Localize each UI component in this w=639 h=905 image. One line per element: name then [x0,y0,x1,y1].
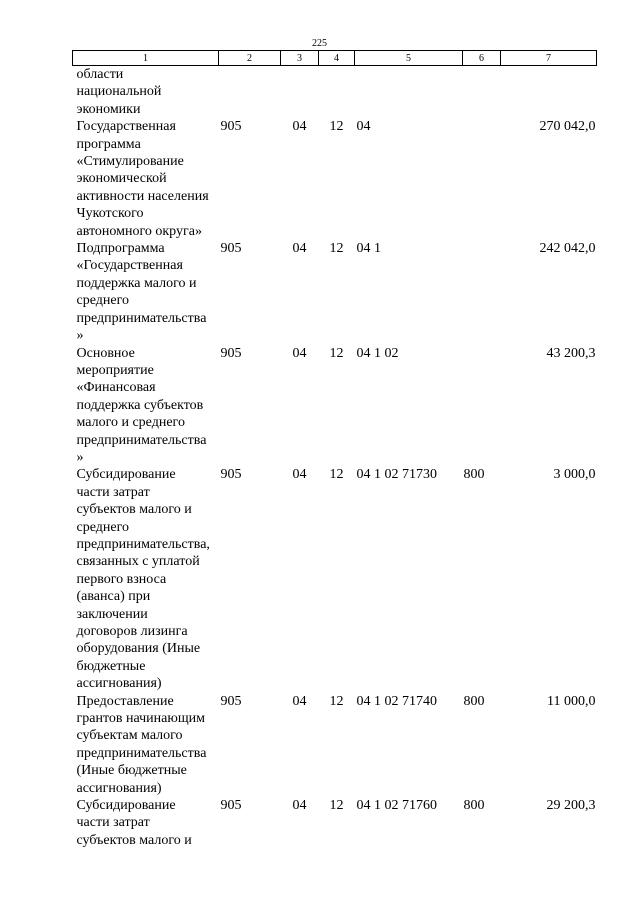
row-name-cell: Государственная программа «Стимулирование экономической активности населения Чукотского автономного округа» [76,119,209,239]
row-code-cell: 905 [220,345,242,361]
row-code-cell: 905 [220,693,242,709]
row-amount-cell: 43 200,3 [546,345,596,361]
row-subsection-cell: 12 [329,467,344,483]
row-name-cell: Субсидирование части затрат субъектов малого и [76,798,192,848]
column-header: 2 [219,51,281,66]
column-header: 3 [281,51,319,66]
row-subsection-cell: 12 [329,241,344,257]
column-header: 1 [73,51,219,66]
page-number: 225 [312,38,327,49]
row-type-cell: 800 [463,798,485,814]
row-subsection-cell: 12 [329,119,344,135]
row-target-cell: 04 1 02 71760 [356,798,437,814]
row-type-cell [463,66,501,119]
column-header: 5 [355,51,463,66]
row-subsection-cell: 12 [329,798,344,814]
column-header: 4 [319,51,355,66]
row-amount-cell: 29 200,3 [546,798,596,814]
row-name-cell: Субсидирование части затрат субъектов малого и среднего предпринимательства, связанных с уплатой первого взноса (аванса) при заключении договоров лизинга оборудования (Иные бюджетные ассигнования) [76,467,210,692]
budget-table [72,50,597,849]
row-target-cell: 04 1 02 71740 [356,693,437,709]
table-row [73,466,597,692]
row-section-cell: 04 [292,693,307,709]
row-section-cell: 04 [292,345,307,361]
row-name-cell: области национальной экономики [76,67,162,117]
row-target-cell: 04 1 [356,241,381,257]
row-subsection-cell: 12 [329,693,344,709]
column-header: 6 [463,51,501,66]
row-subsection-cell [319,66,355,119]
row-amount-cell: 270 042,0 [539,119,596,135]
row-name-cell: Основное мероприятие «Финансовая поддержка субъектов малого и среднего предпринимательства » [76,345,207,465]
row-subsection-cell: 12 [329,345,344,361]
row-code-cell: 905 [220,798,242,814]
table-row [73,345,597,467]
row-code-cell [219,66,281,119]
row-section-cell: 04 [292,467,307,483]
row-type-cell [463,118,501,240]
table-row [73,66,597,119]
row-section-cell: 04 [292,798,307,814]
row-target-cell: 04 1 02 71730 [356,467,437,483]
table-header-row [73,51,597,66]
row-amount-cell [501,66,597,119]
table-row [73,797,597,849]
row-target-cell: 04 [356,119,371,135]
row-target-cell: 04 1 02 [356,345,399,361]
row-amount-cell: 242 042,0 [539,241,596,257]
row-code-cell: 905 [220,119,242,135]
row-section-cell: 04 [292,119,307,135]
row-type-cell: 800 [463,693,485,709]
row-type-cell [463,345,501,467]
table-row [73,693,597,797]
row-code-cell: 905 [220,241,242,257]
row-type-cell: 800 [463,467,485,483]
column-header: 7 [501,51,597,66]
row-amount-cell: 11 000,0 [547,693,596,709]
row-type-cell [463,240,501,344]
table-row [73,240,597,344]
row-name-cell: Подпрограмма «Государственная поддержка малого и среднего предпринимательства » [76,241,207,344]
row-name-cell: Предоставление грантов начинающим субъектам малого предпринимательства (Иные бюджетные ассигнования) [76,693,207,796]
table-row [73,118,597,240]
row-target-cell [355,66,463,119]
row-code-cell: 905 [220,467,242,483]
row-section-cell: 04 [292,241,307,257]
row-amount-cell: 3 000,0 [553,467,596,483]
row-section-cell [281,66,319,119]
